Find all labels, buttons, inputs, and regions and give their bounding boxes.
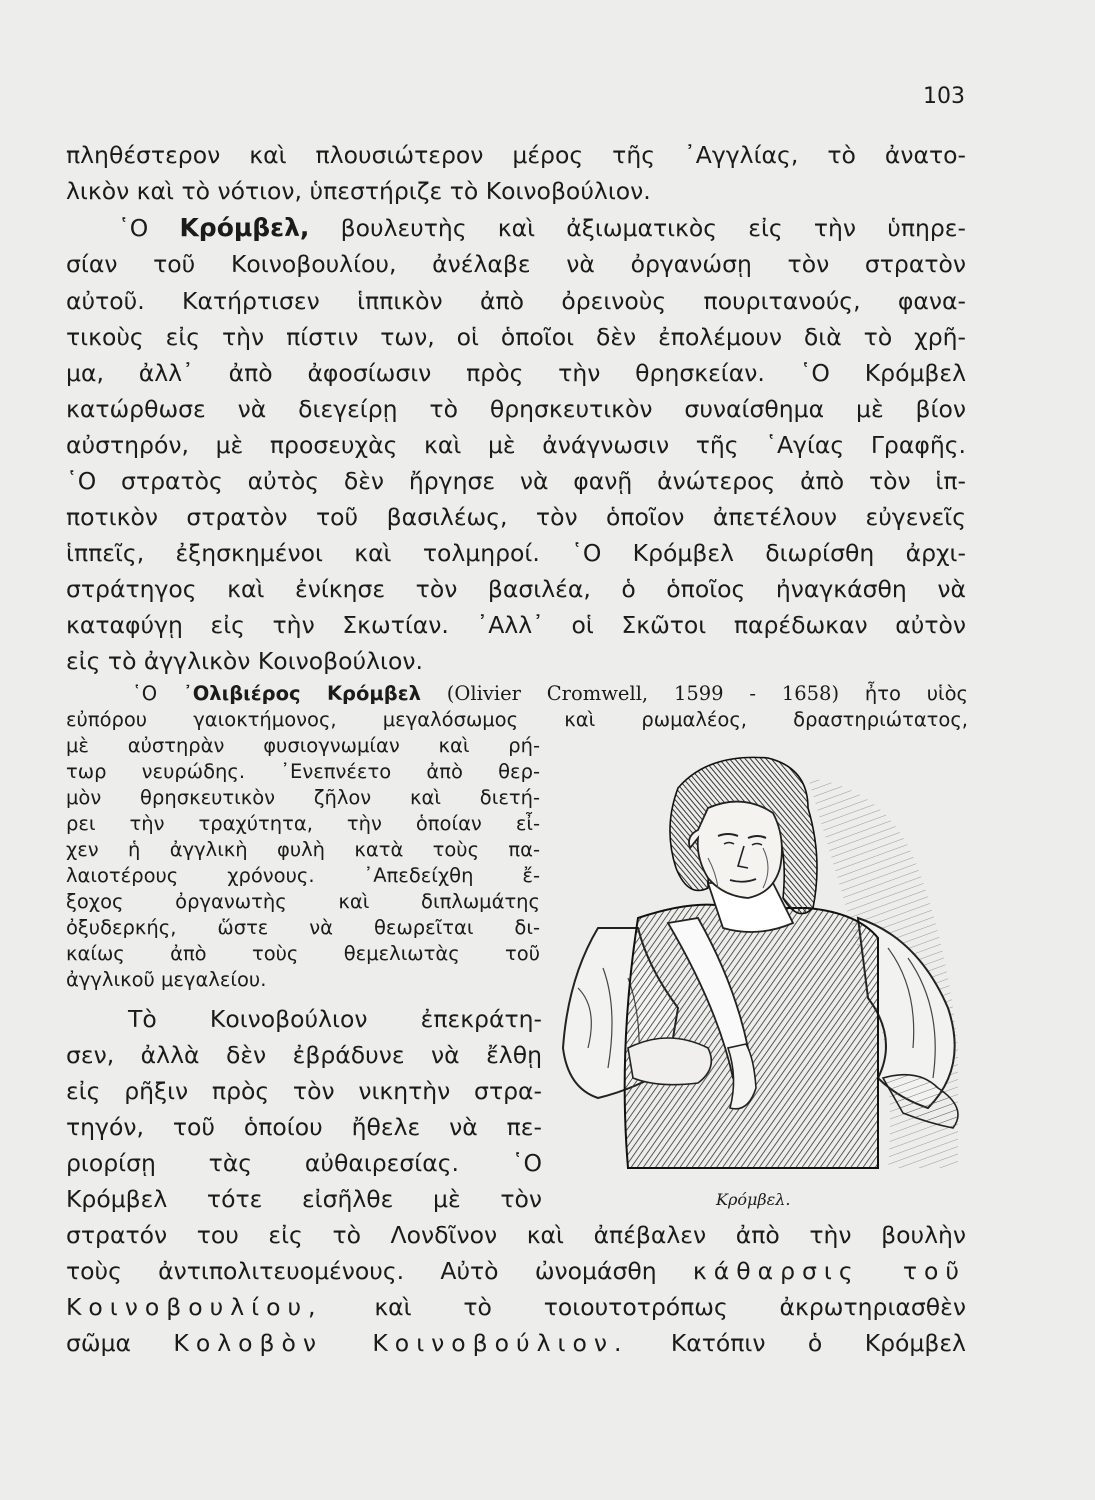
text-line: σεν, ἀλλὰ δὲν ἐβράδυνε νὰ ἔλθῃ — [66, 1041, 542, 1069]
spaced-term: Κολοβὸν Κοινοβούλιον. — [173, 1329, 629, 1357]
text-line: κατώρθωσε νὰ διεγείρῃ τὸ θρησκευτικὸν συναίσθημα μὲ βίον — [66, 395, 966, 423]
text-run: ῾Ο — [118, 214, 180, 242]
note-line: μὲ αὐστηρὰν φυσιογνωμίαν καὶ ρή- — [66, 734, 540, 757]
text-run: σῶμα — [66, 1329, 174, 1357]
text-run: τοὺς ἀντιπολιτευομένους. Αὐτὸ ὠνομάσθη — [66, 1257, 693, 1285]
text-line — [118, 213, 966, 243]
text-line: αὐστηρόν, μὲ προσευχὰς καὶ μὲ ἀνάγνωσιν τῆς ῾Αγίας Γραφῆς. — [66, 431, 966, 459]
text-line: μα, ἀλλ᾿ ἀπὸ ἀφοσίωσιν πρὸς τὴν θρησκείαν. ῾Ο Κρόμβελ — [66, 359, 966, 387]
text-line: αὐτοῦ. Κατήρτισεν ἱππικὸν ἀπὸ ὀρεινοὺς πουριτανούς, φανα- — [66, 287, 966, 315]
text-line: τηγόν, τοῦ ὁποίου ἤθελε νὰ πε- — [66, 1113, 542, 1141]
text-line: τικοὺς εἰς τὴν πίστιν των, οἱ ὁποῖοι δὲν ἐπολέμουν διὰ τὸ χρῆ- — [66, 323, 966, 351]
cromwell-portrait-engraving — [558, 748, 970, 1188]
text-line: ριορίσῃ τὰς αὐθαιρεσίας. ῾Ο — [66, 1149, 542, 1177]
figure-caption: Κρόμβελ. — [716, 1190, 791, 1209]
bold-term: ᾿Ολιβιέρος Κρόμβελ — [182, 682, 421, 705]
text-line: Τὸ Κοινοβούλιον ἐπεκράτη- — [128, 1005, 542, 1033]
note-line: ὀξυδερκής, ὥστε νὰ θεωρεῖται δι- — [66, 916, 540, 939]
text-line: σίαν τοῦ Κοινοβουλίου, ἀνέλαβε νὰ ὀργανώσῃ τὸν στρατὸν — [66, 250, 966, 278]
text-run: Κατόπιν ὁ Κρόμβελ — [628, 1329, 966, 1357]
note-line: ἀγγλικοῦ μεγαλείου. — [66, 968, 267, 991]
spaced-term: κάθαρσις τοῦ — [692, 1257, 966, 1285]
text-line — [66, 1292, 966, 1322]
text-line: στράτηγος καὶ ἐνίκησε τὸν βασιλέα, ὁ ὁποῖος ἠναγκάσθη νὰ — [66, 575, 966, 603]
text-line: πληθέστερον καὶ πλουσιώτερον μέρος τῆς ᾿Αγγλίας, τὸ ἀνατο- — [66, 141, 966, 169]
text-run: καὶ τὸ τοιουτοτρόπως ἀκρωτηριασθὲν — [322, 1293, 966, 1321]
bold-term: Κρόμβελ, — [179, 213, 310, 242]
text-run: ῾Ο — [132, 682, 183, 705]
text-line: στρατόν του εἰς τὸ Λονδῖνον καὶ ἀπέβαλεν ἀπὸ τὴν βουλὴν — [66, 1221, 966, 1249]
note-line: χεν ἡ ἀγγλικὴ φυλὴ κατὰ τοὺς πα- — [66, 838, 540, 861]
text-line: εἰς ρῆξιν πρὸς τὸν νικητὴν στρα- — [66, 1077, 542, 1105]
text-line: ἱππεῖς, ἐξησκημένοι καὶ τολμηροί. ῾Ο Κρόμβελ διωρίσθη ἀρχι- — [66, 539, 966, 567]
text-line — [66, 1328, 966, 1358]
note-line: ξοχος ὀργανωτὴς καὶ διπλωμάτης — [66, 890, 540, 913]
page-number: 103 — [923, 84, 965, 109]
note-line: εὐπόρου γαιοκτήμονος, μεγαλόσωμος καὶ ρωμαλέος, δραστηριώτατος, — [66, 708, 968, 731]
text-line: Κρόμβελ τότε εἰσῆλθε μὲ τὸν — [66, 1185, 542, 1213]
note-line: μὸν θρησκευτικὸν ζῆλον καὶ διετή- — [66, 786, 540, 809]
text-line: ποτικὸν στρατὸν τοῦ βασιλέως, τὸν ὁποῖον ἀπετέλουν εὐγενεῖς — [66, 503, 966, 531]
text-run: βουλευτὴς καὶ ἀξιωματικὸς εἰς τὴν ὑπηρε- — [309, 214, 966, 242]
text-line — [66, 1256, 966, 1286]
note-line: καίως ἀπὸ τοὺς θεμελιωτὰς τοῦ — [66, 942, 540, 965]
note-line: λαιοτέρους χρόνους. ᾿Απεδείχθη ἔ- — [66, 864, 540, 887]
latin-name: (Olivier Cromwell, 1599 - 1658) — [420, 682, 840, 705]
text-line: καταφύγῃ εἰς τὴν Σκωτίαν. ᾿Αλλ᾿ οἱ Σκῶτοι παρέδωκαν αὐτὸν — [66, 611, 966, 639]
note-line: ρει τὴν τραχύτητα, τὴν ὁποίαν εἶ- — [66, 812, 540, 835]
note-line: τωρ νευρώδης. ᾿Ενεπνέετο ἀπὸ θερ- — [66, 760, 540, 783]
text-run: ἦτο υἱὸς — [839, 682, 968, 705]
text-line: λικὸν καὶ τὸ νότιον, ὑπεστήριζε τὸ Κοινοβούλιον. — [66, 177, 651, 205]
text-line: εἰς τὸ ἀγγλικὸν Κοινοβούλιον. — [66, 647, 423, 675]
spaced-term: Κοινοβουλίου, — [66, 1293, 323, 1321]
text-line: ῾Ο στρατὸς αὐτὸς δὲν ἤργησε νὰ φανῇ ἀνώτερος ἀπὸ τὸν ἱπ- — [66, 467, 966, 495]
note-line — [132, 682, 968, 706]
